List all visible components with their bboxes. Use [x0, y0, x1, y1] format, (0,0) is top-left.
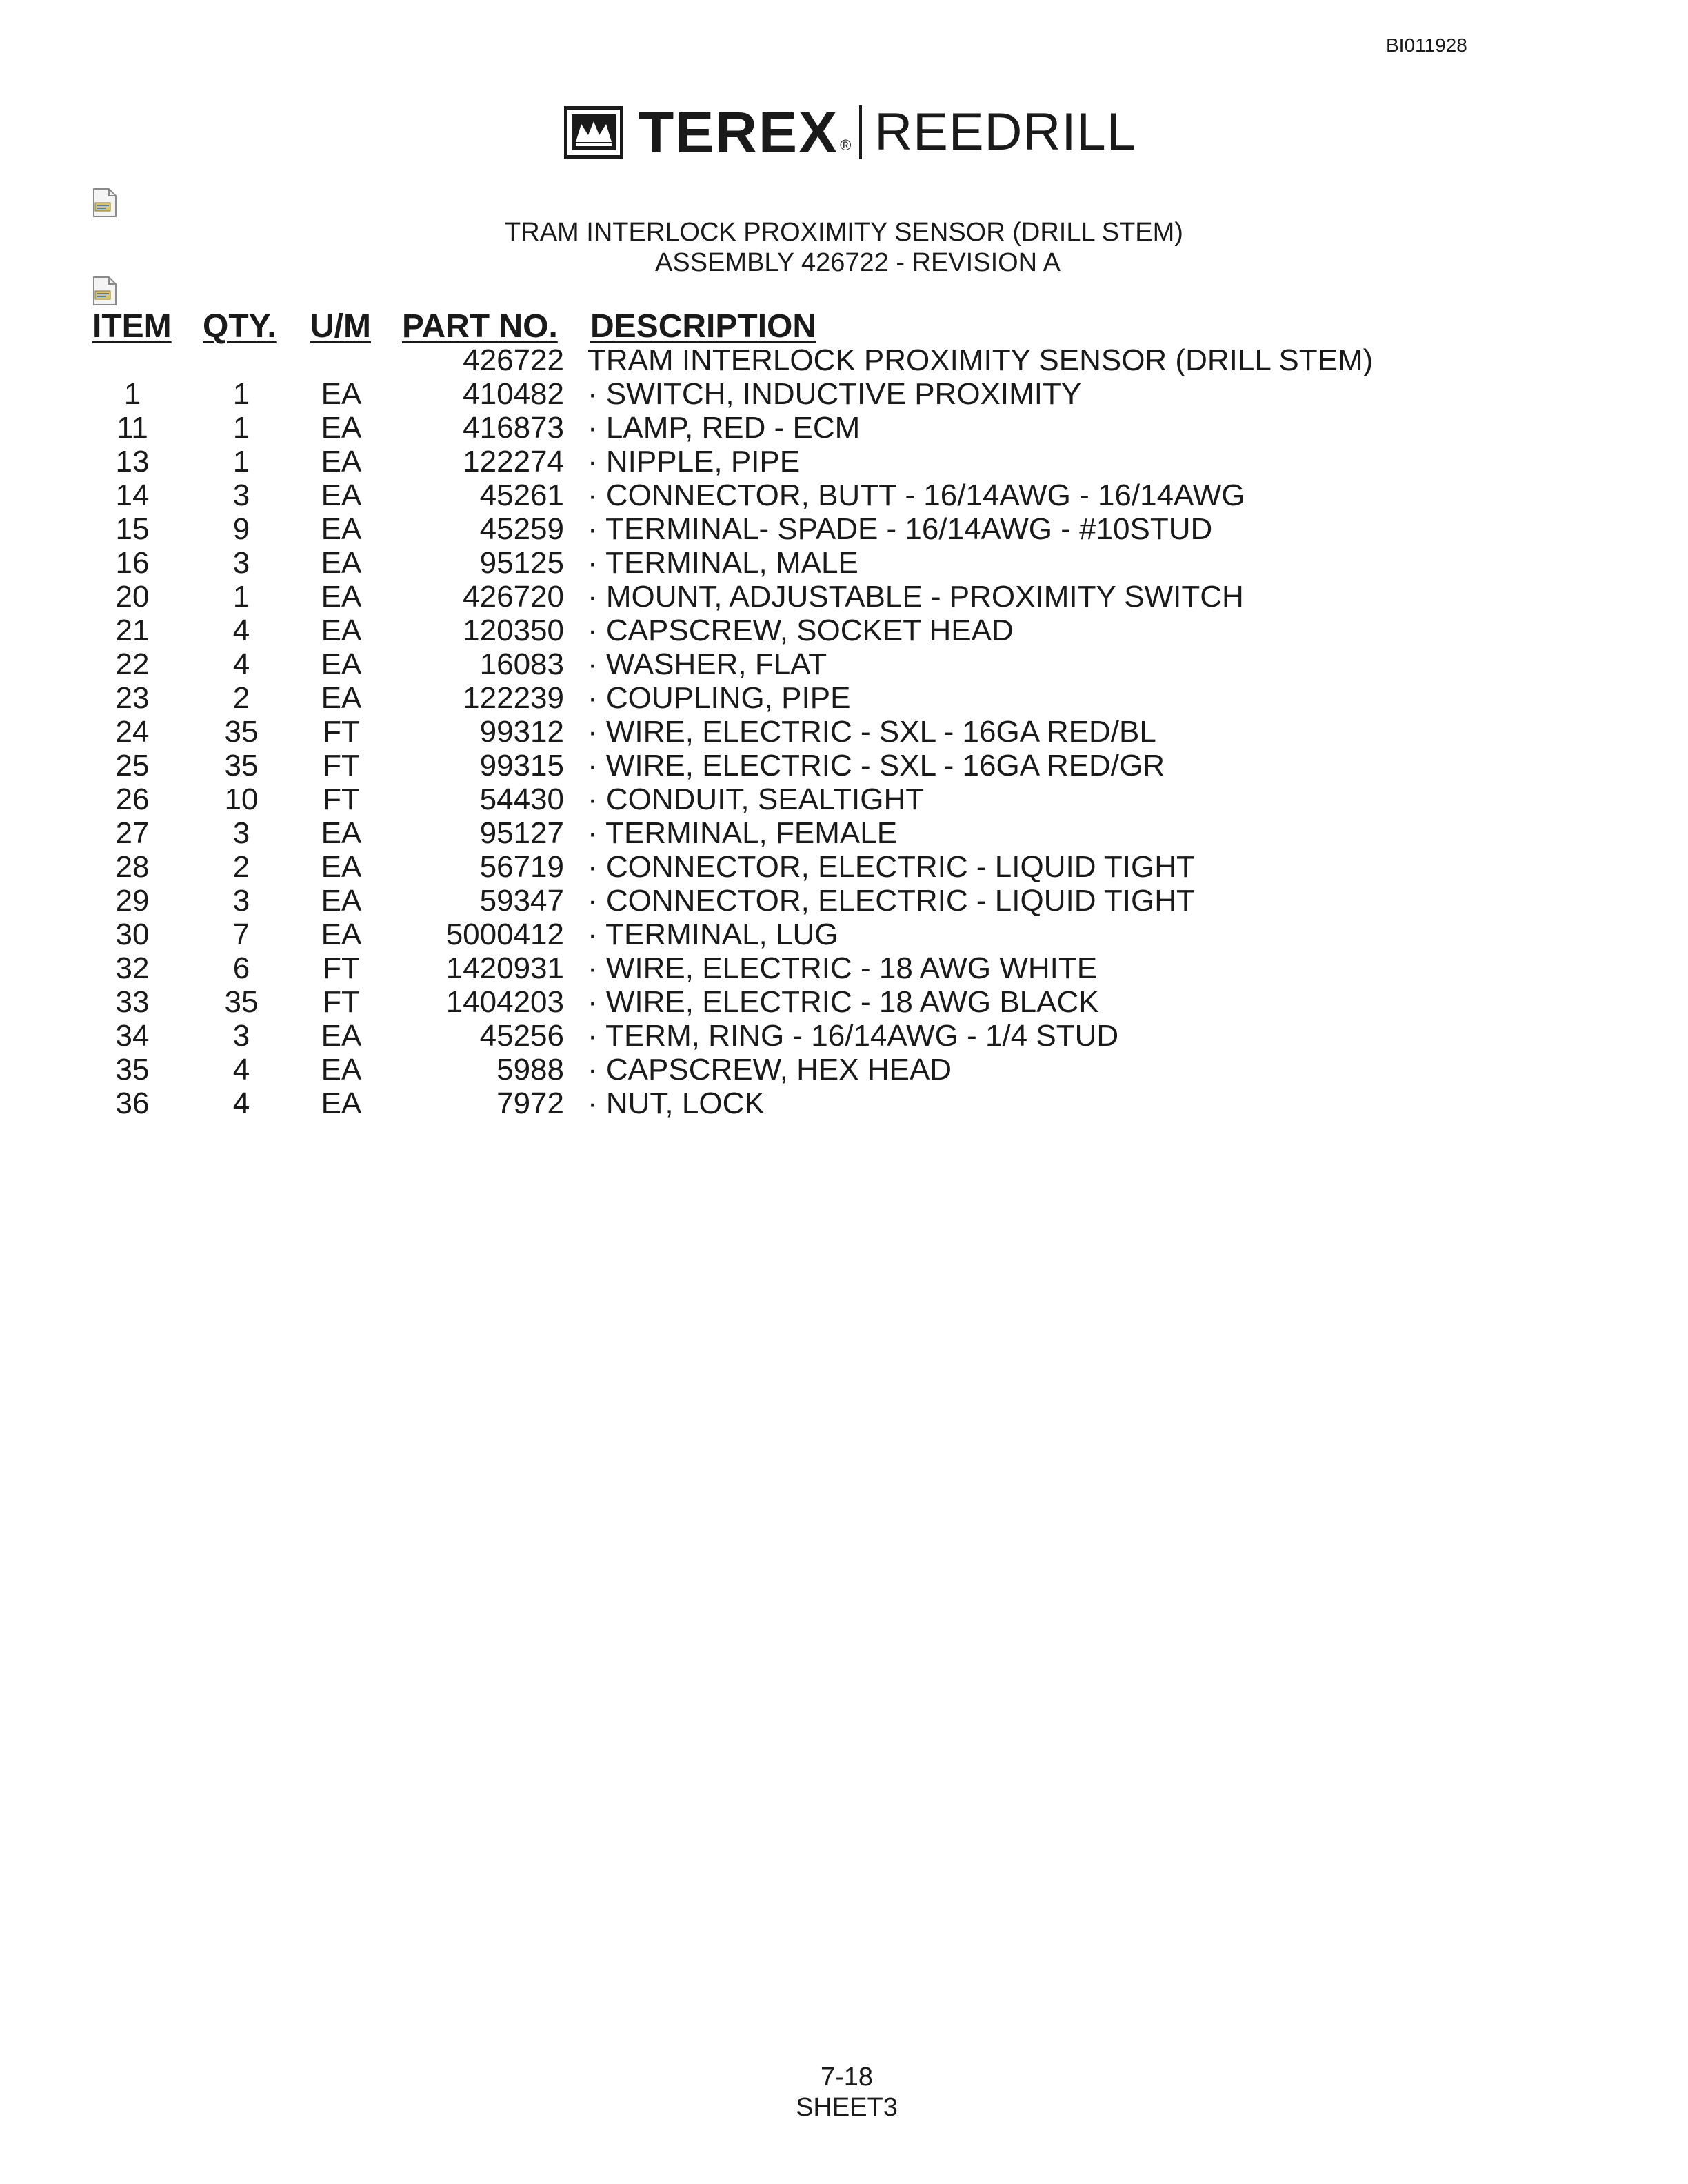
- qty-cell: 6: [232, 951, 250, 985]
- description-cell: · CONDUIT, SEALTIGHT: [587, 782, 925, 816]
- item-cell: 13: [115, 445, 150, 478]
- table-row: [0, 884, 1688, 918]
- qty-cell: 4: [232, 647, 250, 681]
- part-number-cell: 45261: [479, 478, 564, 512]
- description-cell: · CONNECTOR, ELECTRIC - LIQUID TIGHT: [587, 850, 1195, 884]
- item-cell: 29: [115, 884, 150, 918]
- description-cell: · CAPSCREW, HEX HEAD: [587, 1053, 952, 1086]
- table-row: [0, 1053, 1688, 1086]
- description-cell: · WIRE, ELECTRIC - SXL - 16GA RED/GR: [587, 749, 1165, 782]
- qty-cell: 10: [224, 782, 259, 816]
- table-row: [0, 715, 1688, 749]
- table-row: [0, 377, 1688, 411]
- table-row: [0, 343, 1688, 377]
- logo-sub-text: REEDRILL: [874, 103, 1136, 161]
- table-row: [0, 1086, 1688, 1120]
- item-cell: 32: [115, 951, 150, 985]
- table-row: [0, 445, 1688, 478]
- item-cell: 21: [115, 614, 150, 647]
- part-number-cell: 1420931: [445, 951, 564, 985]
- item-cell: 1: [123, 377, 141, 411]
- um-cell: EA: [321, 512, 362, 546]
- table-row: [0, 512, 1688, 546]
- logo-divider: [859, 105, 862, 159]
- qty-cell: 9: [232, 512, 250, 546]
- description-cell: TRAM INTERLOCK PROXIMITY SENSOR (DRILL STEM): [587, 343, 1374, 377]
- item-cell: 11: [117, 411, 148, 445]
- document-id: BI011928: [1386, 34, 1467, 56]
- part-number-cell: 5000412: [445, 918, 564, 951]
- um-cell: EA: [321, 681, 362, 715]
- qty-cell: 1: [232, 377, 250, 411]
- description-cell: · CAPSCREW, SOCKET HEAD: [587, 614, 1014, 647]
- item-cell: 36: [115, 1086, 150, 1120]
- qty-cell: 1: [232, 445, 250, 478]
- item-cell: 26: [115, 782, 150, 816]
- column-header-qty: QTY.: [203, 308, 277, 345]
- um-cell: EA: [321, 816, 362, 850]
- table-row: [0, 580, 1688, 614]
- item-cell: 30: [115, 918, 150, 951]
- um-cell: EA: [321, 884, 362, 918]
- qty-cell: 3: [232, 884, 250, 918]
- table-row: [0, 647, 1688, 681]
- um-cell: EA: [321, 850, 362, 884]
- um-cell: FT: [323, 749, 360, 782]
- part-number-cell: 122274: [463, 445, 564, 478]
- qty-cell: 2: [232, 681, 250, 715]
- description-cell: · LAMP, RED - ECM: [587, 411, 861, 445]
- part-number-cell: 54430: [479, 782, 564, 816]
- column-header-item: ITEM: [92, 308, 172, 345]
- um-cell: EA: [321, 478, 362, 512]
- um-cell: EA: [321, 445, 362, 478]
- table-row: [0, 681, 1688, 715]
- table-row: [0, 749, 1688, 782]
- qty-cell: 4: [232, 1086, 250, 1120]
- registered-mark: ®: [840, 136, 852, 154]
- item-cell: 15: [115, 512, 150, 546]
- table-row: [0, 1019, 1688, 1053]
- part-number-cell: 426720: [463, 580, 564, 614]
- qty-cell: 35: [224, 715, 259, 749]
- um-cell: FT: [323, 782, 360, 816]
- description-cell: · TERM, RING - 16/14AWG - 1/4 STUD: [587, 1019, 1119, 1053]
- table-row: [0, 951, 1688, 985]
- sheet-label: SHEET3: [796, 2093, 898, 2122]
- description-cell: · CONNECTOR, BUTT - 16/14AWG - 16/14AWG: [587, 478, 1245, 512]
- description-cell: · SWITCH, INDUCTIVE PROXIMITY: [587, 377, 1082, 411]
- description-cell: · NIPPLE, PIPE: [587, 445, 801, 478]
- um-cell: EA: [321, 918, 362, 951]
- part-number-cell: 16083: [479, 647, 564, 681]
- qty-cell: 1: [232, 580, 250, 614]
- part-number-cell: 426722: [463, 343, 564, 377]
- description-cell: · NUT, LOCK: [587, 1086, 765, 1120]
- qty-cell: 7: [232, 918, 250, 951]
- description-cell: · WASHER, FLAT: [587, 647, 827, 681]
- item-cell: 22: [115, 647, 150, 681]
- item-cell: 33: [115, 985, 150, 1019]
- table-row: [0, 816, 1688, 850]
- table-row: [0, 478, 1688, 512]
- description-cell: · WIRE, ELECTRIC - 18 AWG WHITE: [587, 951, 1098, 985]
- um-cell: EA: [321, 647, 362, 681]
- um-cell: EA: [321, 1053, 362, 1086]
- item-cell: 34: [115, 1019, 150, 1053]
- table-row: [0, 546, 1688, 580]
- part-number-cell: 5988: [496, 1053, 564, 1086]
- document-icon[interactable]: [91, 188, 119, 218]
- table-row: [0, 918, 1688, 951]
- part-number-cell: 56719: [479, 850, 564, 884]
- part-number-cell: 99315: [479, 749, 564, 782]
- page-number: 7-18: [820, 2063, 874, 2092]
- part-number-cell: 1404203: [445, 985, 564, 1019]
- description-cell: · TERMINAL, MALE: [587, 546, 858, 580]
- um-cell: EA: [321, 1086, 362, 1120]
- part-number-cell: 95125: [479, 546, 564, 580]
- qty-cell: 3: [232, 1019, 250, 1053]
- qty-cell: 4: [232, 614, 250, 647]
- document-icon[interactable]: [91, 276, 119, 306]
- description-cell: · MOUNT, ADJUSTABLE - PROXIMITY SWITCH: [587, 580, 1244, 614]
- table-row: [0, 850, 1688, 884]
- um-cell: EA: [321, 377, 362, 411]
- um-cell: FT: [323, 951, 360, 985]
- description-cell: · TERMINAL, FEMALE: [587, 816, 898, 850]
- um-cell: EA: [321, 614, 362, 647]
- qty-cell: 2: [232, 850, 250, 884]
- logo-brand-text: TEREX: [639, 100, 839, 165]
- table-row: [0, 614, 1688, 647]
- column-header-part-no: PART NO.: [402, 308, 558, 345]
- crown-logo-icon: [564, 106, 623, 159]
- assembly-subtitle: ASSEMBLY 426722 - REVISION A: [655, 248, 1061, 277]
- description-cell: · COUPLING, PIPE: [587, 681, 851, 715]
- assembly-title: TRAM INTERLOCK PROXIMITY SENSOR (DRILL STEM): [505, 218, 1183, 247]
- um-cell: EA: [321, 546, 362, 580]
- part-number-cell: 416873: [463, 411, 564, 445]
- part-number-cell: 95127: [479, 816, 564, 850]
- table-row: [0, 411, 1688, 445]
- item-cell: 24: [115, 715, 150, 749]
- qty-cell: 1: [232, 411, 250, 445]
- item-cell: 27: [115, 816, 150, 850]
- table-row: [0, 782, 1688, 816]
- qty-cell: 3: [232, 816, 250, 850]
- qty-cell: 35: [224, 749, 259, 782]
- item-cell: 20: [115, 580, 150, 614]
- item-cell: 28: [115, 850, 150, 884]
- part-number-cell: 122239: [463, 681, 564, 715]
- qty-cell: 3: [232, 478, 250, 512]
- item-cell: 16: [115, 546, 150, 580]
- item-cell: 14: [115, 478, 150, 512]
- column-header-um: U/M: [310, 308, 371, 345]
- parts-list: [0, 343, 1688, 1120]
- um-cell: EA: [321, 411, 362, 445]
- column-header-description: DESCRIPTION: [590, 308, 817, 345]
- um-cell: FT: [323, 715, 360, 749]
- item-cell: 25: [115, 749, 150, 782]
- table-row: [0, 985, 1688, 1019]
- part-number-cell: 59347: [479, 884, 564, 918]
- part-number-cell: 7972: [496, 1086, 564, 1120]
- qty-cell: 35: [224, 985, 259, 1019]
- part-number-cell: 45256: [479, 1019, 564, 1053]
- um-cell: EA: [321, 1019, 362, 1053]
- part-number-cell: 99312: [479, 715, 564, 749]
- description-cell: · WIRE, ELECTRIC - SXL - 16GA RED/BL: [587, 715, 1156, 749]
- qty-cell: 3: [232, 546, 250, 580]
- item-cell: 35: [115, 1053, 150, 1086]
- description-cell: · TERMINAL, LUG: [587, 918, 838, 951]
- part-number-cell: 120350: [463, 614, 564, 647]
- um-cell: FT: [323, 985, 360, 1019]
- part-number-cell: 45259: [479, 512, 564, 546]
- description-cell: · TERMINAL- SPADE - 16/14AWG - #10STUD: [587, 512, 1213, 546]
- description-cell: · CONNECTOR, ELECTRIC - LIQUID TIGHT: [587, 884, 1195, 918]
- um-cell: EA: [321, 580, 362, 614]
- item-cell: 23: [115, 681, 150, 715]
- terex-reedrill-logo: [564, 100, 1136, 165]
- qty-cell: 4: [232, 1053, 250, 1086]
- description-cell: · WIRE, ELECTRIC - 18 AWG BLACK: [587, 985, 1099, 1019]
- part-number-cell: 410482: [463, 377, 564, 411]
